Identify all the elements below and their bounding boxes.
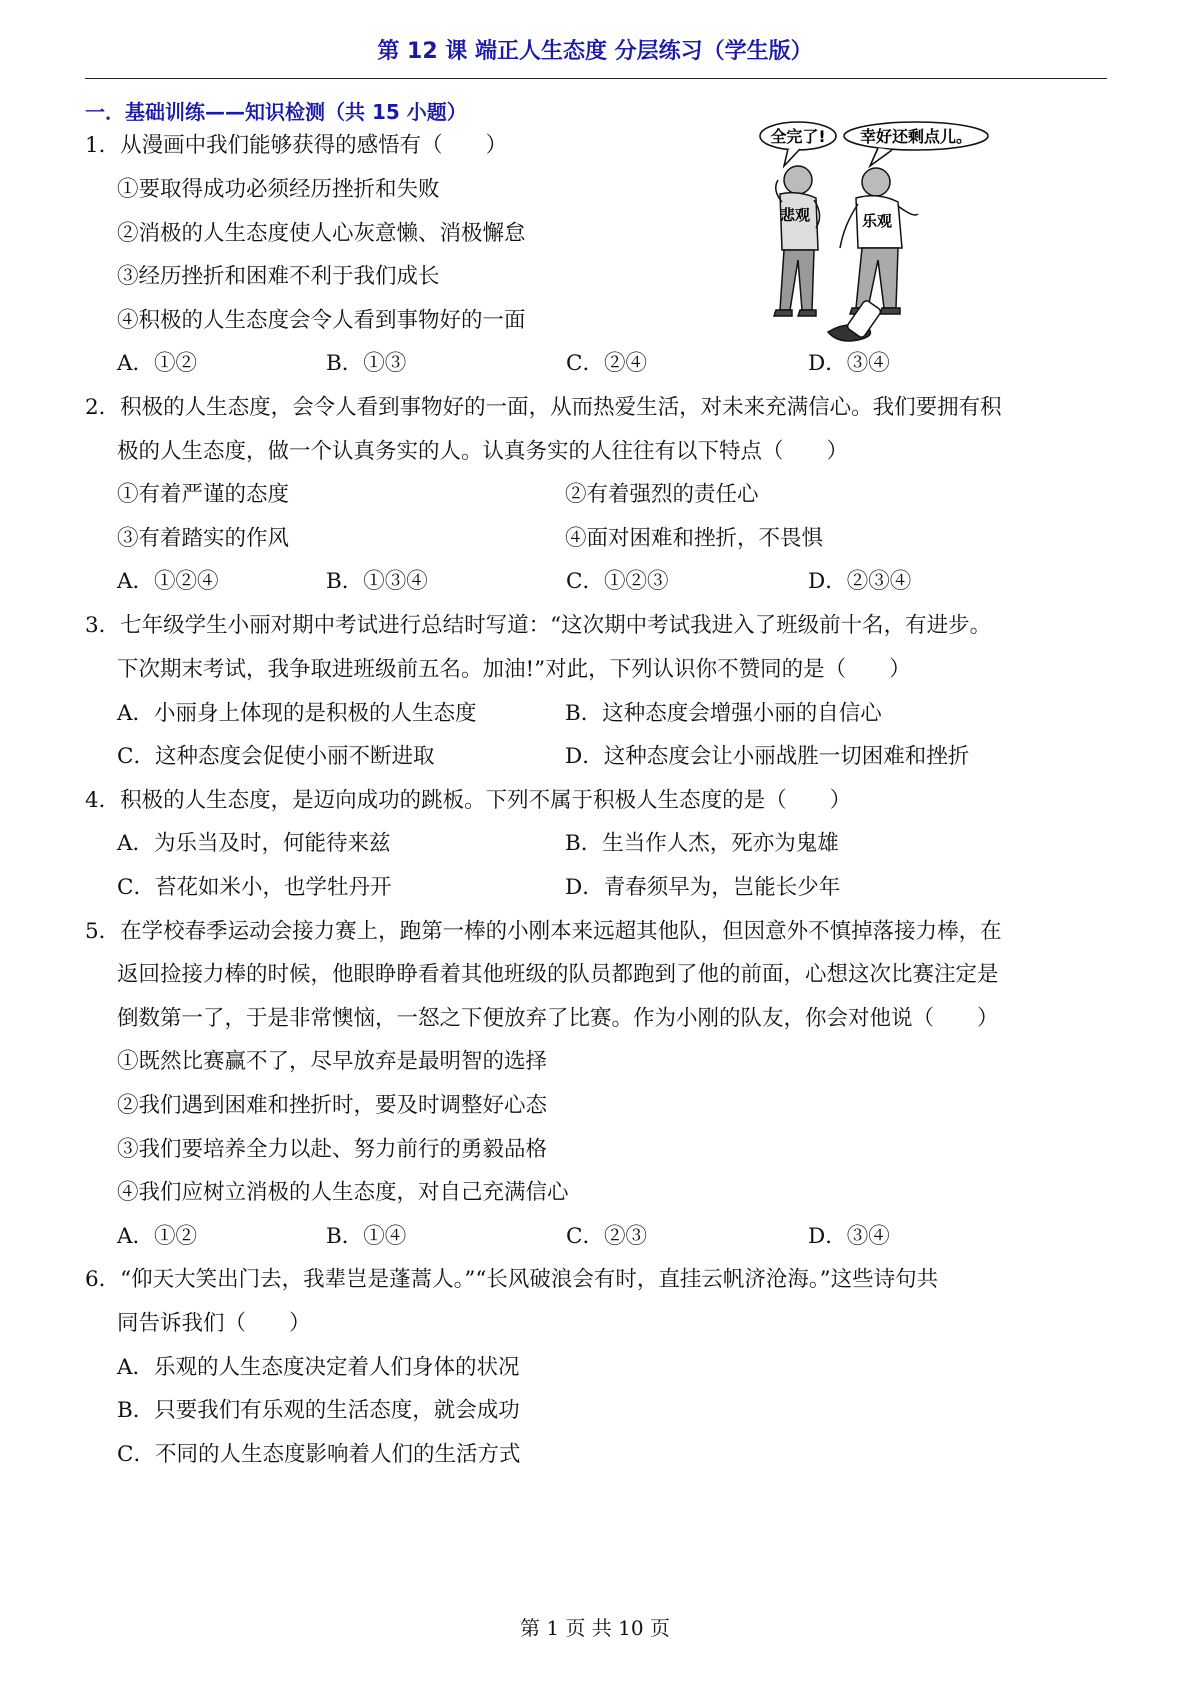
q5-item-1: ①既然比赛赢不了，尽早放弃是最明智的选择 xyxy=(117,1049,548,1074)
q6-stem-line-2: 同告诉我们（ ） xyxy=(117,1311,311,1336)
q5-stem-line-2: 返回捡接力棒的时候，他眼睁睁看着其他班级的队员都跑到了他的前面，心想这次比赛注定是 xyxy=(117,962,999,987)
q2-item-2: ②有着强烈的责任心 xyxy=(565,482,759,507)
bubble-left-text: 全完了! xyxy=(770,127,826,146)
q4-option-c: C．苔花如米小，也学牡丹开 xyxy=(117,875,392,900)
q1-item-4: ④积极的人生态度会令人看到事物好的一面 xyxy=(117,308,526,333)
q6-option-b: B．只要我们有乐观的生活态度，就会成功 xyxy=(117,1398,520,1423)
q6-stem-line-1: 6．“仰天大笑出门去，我辈岂是蓬蒿人。”“长风破浪会有时，直挂云帆济沧海。”这些诗句共 xyxy=(85,1267,939,1292)
q5-option-c: C．②③ xyxy=(566,1224,647,1249)
section-title: 一．基础训练——知识检测（共 15 小题） xyxy=(85,100,467,124)
q3-stem-line-1: 3．七年级学生小丽对期中考试进行总结时写道：“这次期中考试我进入了班级前十名，有进步。 xyxy=(85,613,992,638)
pessimist-optimist-cartoon xyxy=(758,120,1004,352)
pessimist-figure xyxy=(774,166,820,316)
q2-item-4: ④面对困难和挫折，不畏惧 xyxy=(565,526,824,551)
q4-option-d: D．青春须早为，岂能长少年 xyxy=(565,875,841,900)
q1-option-b: B．①③ xyxy=(326,351,407,376)
q3-option-d: D．这种态度会让小丽战胜一切困难和挫折 xyxy=(565,744,970,769)
q1-item-3: ③经历挫折和困难不利于我们成长 xyxy=(117,264,440,289)
page-footer: 第 1 页 共 10 页 xyxy=(520,1616,670,1640)
q5-item-2: ②我们遇到困难和挫折时，要及时调整好心态 xyxy=(117,1093,548,1118)
q6-option-a: A．乐观的人生态度决定着人们身体的状况 xyxy=(117,1355,520,1380)
q1-stem: 1．从漫画中我们能够获得的感悟有（ ） xyxy=(85,133,508,158)
q5-stem-line-3: 倒数第一了，于是非常懊恼，一怒之下便放弃了比赛。作为小刚的队友，你会对他说（ ） xyxy=(117,1006,999,1031)
q4-option-b: B．生当作人杰，死亦为鬼雄 xyxy=(565,831,839,856)
q2-stem-line-2: 极的人生态度，做一个认真务实的人。认真务实的人往往有以下特点（ ） xyxy=(117,439,849,464)
q1-item-2: ②消极的人生态度使人心灰意懒、消极懈怠 xyxy=(117,221,526,246)
page-title: 第 12 课 端正人生态度 分层练习（学生版） xyxy=(377,39,813,64)
q5-option-b: B．①④ xyxy=(326,1224,407,1249)
q2-option-d: D．②③④ xyxy=(808,569,912,594)
q3-option-b: B．这种态度会增强小丽的自信心 xyxy=(565,701,882,726)
q2-item-3: ③有着踏实的作风 xyxy=(117,526,290,551)
q2-option-a: A．①②④ xyxy=(117,569,219,594)
q6-option-c: C．不同的人生态度影响着人们的生活方式 xyxy=(117,1442,521,1467)
q3-option-c: C．这种态度会促使小丽不断进取 xyxy=(117,744,435,769)
q4-option-a: A．为乐当及时，何能待来兹 xyxy=(117,831,391,856)
label-pessimist: 悲观 xyxy=(780,206,811,224)
q1-item-1: ①要取得成功必须经历挫折和失败 xyxy=(117,177,440,202)
q2-option-c: C．①②③ xyxy=(566,569,669,594)
q1-option-a: A．①② xyxy=(117,351,198,376)
header-divider xyxy=(85,78,1107,79)
q3-option-a: A．小丽身上体现的是积极的人生态度 xyxy=(117,701,477,726)
q2-option-b: B．①③④ xyxy=(326,569,428,594)
spilled-bottle xyxy=(828,299,882,341)
q5-option-a: A．①② xyxy=(117,1224,198,1249)
q4-stem: 4．积极的人生态度，是迈向成功的跳板。下列不属于积极人生态度的是（ ） xyxy=(85,788,852,813)
optimist-figure xyxy=(840,168,918,314)
q2-stem-line-1: 2．积极的人生态度，会令人看到事物好的一面，从而热爱生活，对未来充满信心。我们要拥有积 xyxy=(85,395,1002,420)
label-optimist: 乐观 xyxy=(862,212,893,230)
q5-item-3: ③我们要培养全力以赴、努力前行的勇毅品格 xyxy=(117,1137,548,1162)
q5-option-d: D．③④ xyxy=(808,1224,890,1249)
q3-stem-line-2: 下次期末考试，我争取进班级前五名。加油!”对此，下列认识你不赞同的是（ ） xyxy=(117,657,911,682)
bubble-right-text: 幸好还剩点儿。 xyxy=(859,127,973,146)
q5-stem-line-1: 5．在学校春季运动会接力赛上，跑第一棒的小刚本来远超其他队，但因意外不慎掉落接力棒，在 xyxy=(85,919,1002,944)
q5-item-4: ④我们应树立消极的人生态度，对自己充满信心 xyxy=(117,1180,569,1205)
q2-item-1: ①有着严谨的态度 xyxy=(117,482,290,507)
q1-option-c: C．②④ xyxy=(566,351,647,376)
q1-option-d: D．③④ xyxy=(808,351,890,376)
